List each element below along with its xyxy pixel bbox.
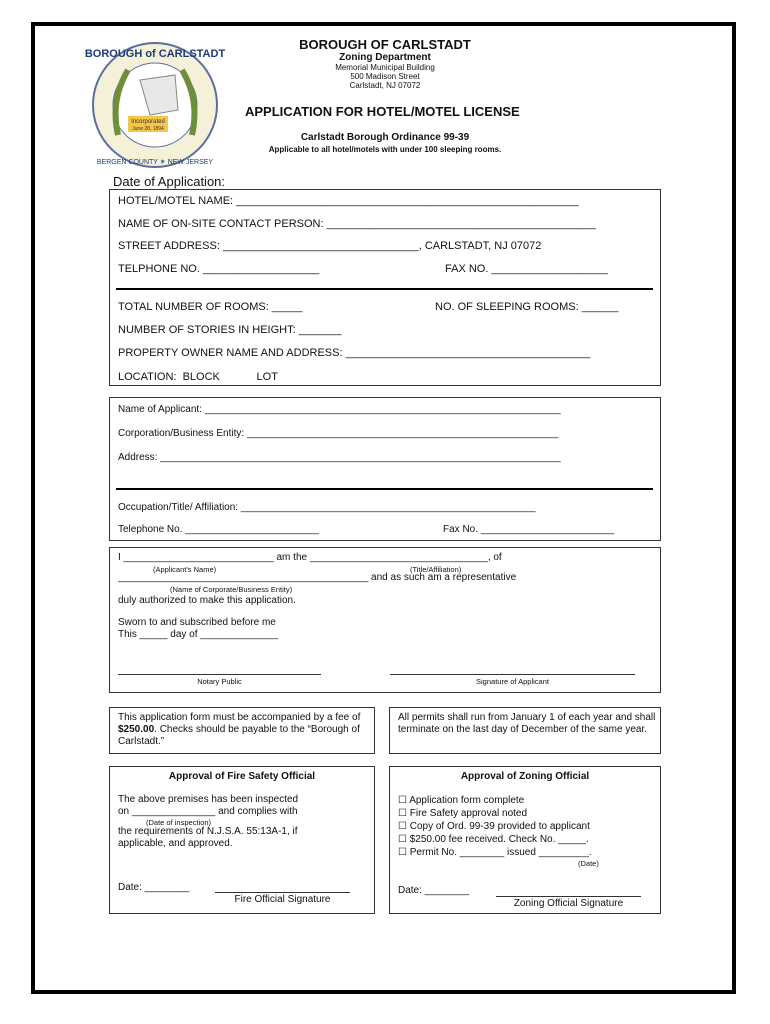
fire-line2[interactable]: on _______________ and complies with	[118, 806, 298, 817]
zoning-date-field[interactable]: Date: ________	[398, 885, 470, 896]
owner-field[interactable]: PROPERTY OWNER NAME AND ADDRESS: ________________________________________	[118, 347, 591, 359]
applicant-section	[109, 397, 661, 541]
contact-person-field[interactable]: NAME OF ON-SITE CONTACT PERSON: ____________________________________________	[118, 218, 596, 230]
sworn-text: Sworn to and subscribed before me	[118, 617, 276, 628]
signature-line[interactable]	[390, 674, 635, 675]
fee-text-pre: This application form must be accompanied by a fee of	[118, 712, 361, 723]
zoning-item[interactable]: ☐ $250.00 fee received. Check No. _____.	[398, 834, 589, 845]
applicant-name-field[interactable]: Name of Applicant: ________________________________________________________________	[118, 404, 561, 415]
zoning-item[interactable]: ☐ Copy of Ord. 99-39 provided to applicant	[398, 821, 590, 832]
dept-name: Zoning Department	[339, 52, 431, 63]
applicant-name-caption: (Applicant's Name)	[153, 565, 217, 574]
addr-line3: Carlstadt, NJ 07072	[349, 81, 421, 90]
sleeping-rooms-field[interactable]: NO. OF SLEEPING ROOMS: ______	[435, 301, 619, 313]
notary-caption: Notary Public	[197, 677, 242, 686]
addr-line2: 500 Madison Street	[350, 72, 420, 81]
title-caption: (Title/Affiliation)	[410, 565, 462, 574]
fee-text-post: . Checks should be payable to the “Borough of Carlstadt.”	[118, 724, 360, 747]
form-title: APPLICATION FOR HOTEL/MOTEL LICENSE	[245, 104, 520, 119]
zoning-title: Approval of Zoning Official	[460, 771, 590, 782]
notary-line[interactable]	[118, 674, 321, 675]
zoning-item[interactable]: ☐ Permit No. ________ issued _________.	[398, 847, 592, 858]
telephone-field[interactable]: TELPHONE NO. ___________________	[118, 263, 320, 275]
seal-incorporated: Incorporated	[131, 119, 165, 125]
seal-date: June 28, 1894	[132, 126, 164, 132]
applicant-telephone-field[interactable]: Telephone No. ________________________	[118, 524, 319, 535]
fire-signature-line[interactable]	[215, 892, 350, 893]
seal-text-bottom: BERGEN COUNTY ✶ NEW JERSEY	[96, 159, 214, 166]
divider	[116, 488, 653, 490]
zoning-item[interactable]: ☐ Application form complete	[398, 795, 525, 806]
fee-text	[118, 712, 370, 748]
affidavit-line1[interactable]: I ___________________________ am the ________________________________, of	[118, 552, 502, 563]
ordinance: Carlstadt Borough Ordinance 99-39	[300, 132, 470, 143]
fire-date-field[interactable]: Date: ________	[118, 882, 190, 893]
fee-amount: $250.00	[118, 724, 155, 735]
zoning-signature-caption: Zoning Official Signature	[513, 898, 624, 909]
zoning-signature-line[interactable]	[496, 896, 641, 897]
org-name: BOROUGH OF CARLSTADT	[299, 37, 471, 52]
location-field[interactable]: LOCATION: BLOCK LOT	[118, 371, 278, 383]
day-field[interactable]: This _____ day of ______________	[118, 629, 279, 640]
zoning-item[interactable]: ☐ Fire Safety approval noted	[398, 808, 528, 819]
fire-title: Approval of Fire Safety Official	[168, 771, 316, 782]
fire-line3: the requirements of N.J.S.A. 55:13A-1, if	[118, 826, 298, 837]
total-rooms-field[interactable]: TOTAL NUMBER OF ROOMS: _____	[118, 301, 303, 313]
stories-field[interactable]: NUMBER OF STORIES IN HEIGHT: _______	[118, 324, 342, 336]
date-of-application: Date of Application:	[113, 174, 226, 189]
divider	[116, 288, 653, 290]
seal-text-top: BOROUGH of CARLSTADT	[84, 48, 226, 60]
addr-line1: Memorial Municipal Building	[335, 63, 435, 72]
affidavit-line3: duly authorized to make this application.	[118, 595, 296, 606]
fire-line4: applicable, and approved.	[118, 838, 233, 849]
permits-text: All permits shall run from January 1 of each year and shall terminate on the last day of December of the same year.	[398, 712, 656, 735]
inspection-date-caption: (Date of inspection)	[146, 818, 212, 827]
street-address-field[interactable]: STREET ADDRESS: ________________________________, CARLSTADT, NJ 07072	[118, 240, 542, 252]
signature-caption: Signature of Applicant	[476, 677, 549, 686]
borough-seal	[80, 40, 230, 170]
corp-caption: (Name of Corporate/Business Entity)	[170, 585, 293, 594]
applicable-note: Applicable to all hotel/motels with under 100 sleeping rooms.	[268, 145, 502, 154]
affidavit-line2[interactable]: _____________________________________________ and as such am a representative	[118, 572, 517, 583]
occupation-field[interactable]: Occupation/Title/ Affiliation: _____________________________________________________	[118, 502, 536, 513]
applicant-address-field[interactable]: Address: ________________________________________________________________________	[118, 452, 561, 463]
fire-signature-caption: Fire Official Signature	[234, 894, 331, 905]
fire-line1: The above premises has been inspected	[118, 794, 299, 805]
hotel-name-field[interactable]: HOTEL/MOTEL NAME: ________________________________________________________	[118, 195, 579, 207]
zoning-date-caption: (Date)	[578, 859, 599, 868]
applicant-fax-field[interactable]: Fax No. ________________________	[443, 524, 615, 535]
fax-field[interactable]: FAX NO. ___________________	[445, 263, 608, 275]
corporation-field[interactable]: Corporation/Business Entity: ________________________________________________________	[118, 428, 559, 439]
